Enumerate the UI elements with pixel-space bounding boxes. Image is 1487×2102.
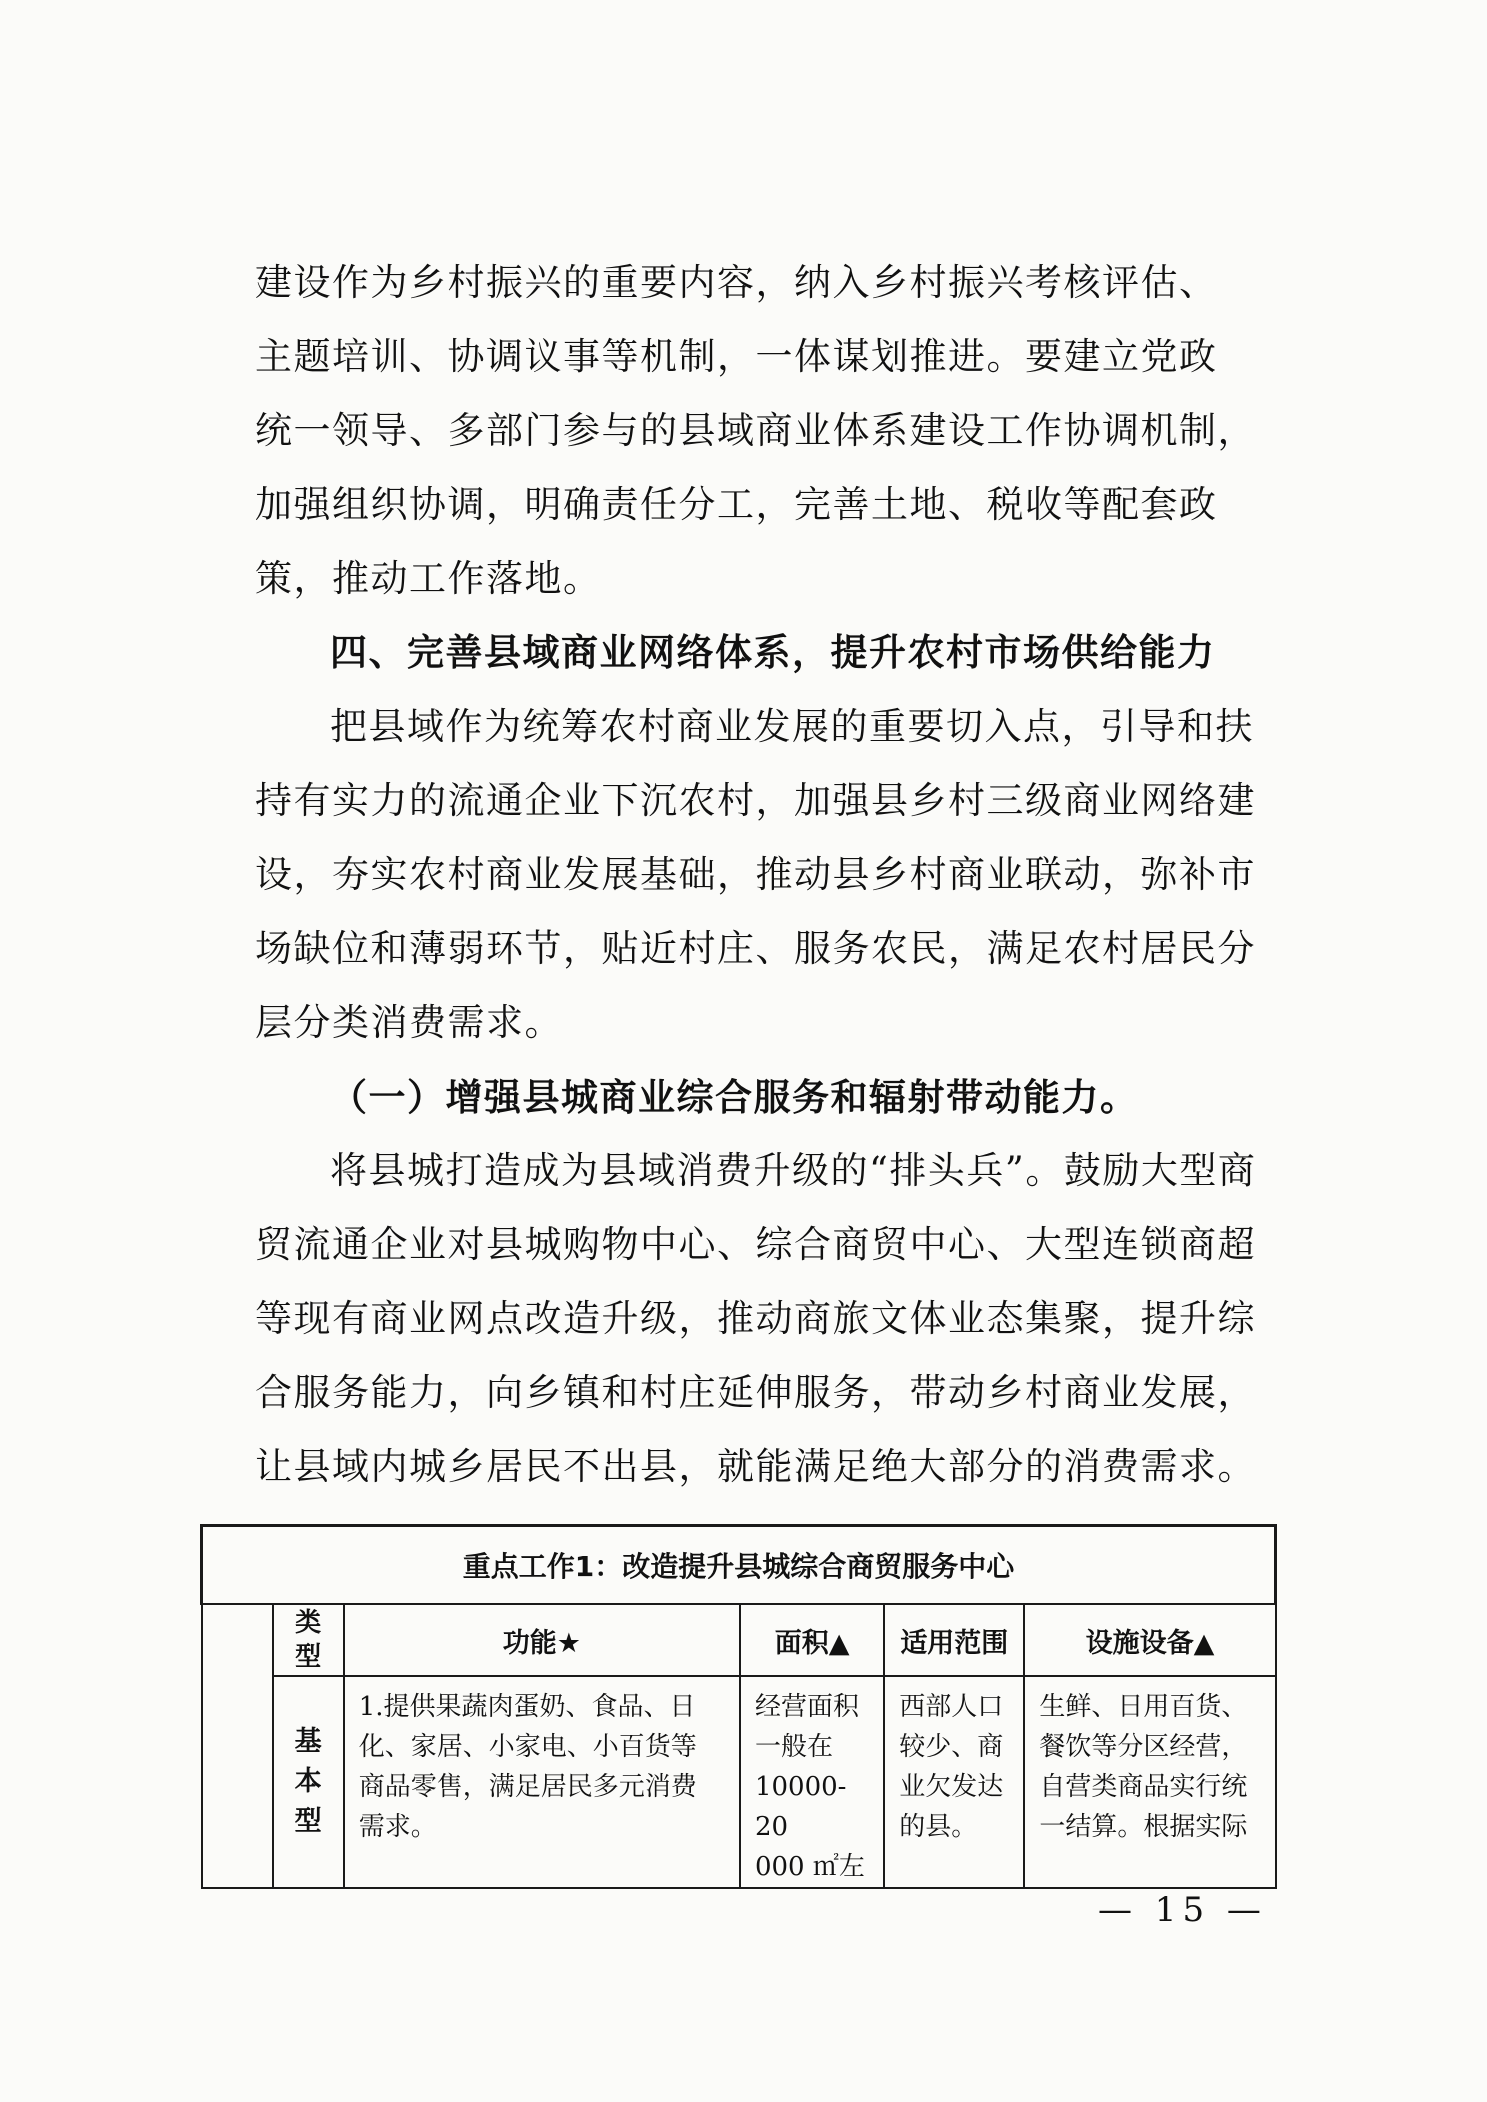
page-number: — 15 — — [1098, 1890, 1267, 1930]
area-line: 10000-20 — [754, 1772, 847, 1842]
header-function: 功能★ — [344, 1604, 740, 1676]
scope-line: 的县。 — [899, 1812, 978, 1842]
header-facilities: 设施设备▲ — [1024, 1604, 1275, 1676]
paragraph3-line-4: 合服务能力，向乡镇和村庄延伸服务，带动乡村商业发展， — [255, 1371, 1256, 1414]
paragraph3-line-1: 将县城打造成为县域消费升级的“排头兵”。鼓励大型商 — [330, 1149, 1257, 1192]
key-work-table — [200, 1524, 1277, 1889]
paragraph2-line-3: 设，夯实农村商业发展基础，推动县乡村商业联动，弥补市 — [255, 853, 1256, 896]
paragraph2-line-5: 层分类消费需求。 — [255, 1001, 563, 1044]
subsection-heading: （一）增强县城商业综合服务和辐射带动能力。 — [330, 1075, 1139, 1119]
paragraph1-line-1: 建设作为乡村振兴的重要内容，纳入乡村振兴考核评估、 — [255, 261, 1218, 304]
facilities-line: 生鲜、日用百货、 — [1039, 1692, 1248, 1722]
table-title: 重点工作1：改造提升县城综合商贸服务中心 — [202, 1526, 1276, 1605]
row-type — [273, 1676, 344, 1888]
header-type-line-1: 类 — [295, 1608, 322, 1638]
row-type-line-3: 型 — [294, 1806, 322, 1837]
paragraph2-line-2: 持有实力的流通企业下沉农村，加强县乡村三级商业网络建 — [255, 779, 1256, 822]
paragraph1-line-5: 策，推动工作落地。 — [255, 557, 602, 600]
area-line: 000 ㎡左 — [754, 1852, 865, 1882]
paragraph1-line-3: 统一领导、多部门参与的县域商业体系建设工作协调机制， — [255, 409, 1256, 452]
row-scope — [884, 1676, 1024, 1888]
header-area: 面积▲ — [740, 1604, 884, 1676]
paragraph2-line-4: 场缺位和薄弱环节，贴近村庄、服务农民，满足农村居民分 — [255, 927, 1256, 970]
paragraph3-line-2: 贸流通企业对县城购物中心、综合商贸中心、大型连锁商超 — [255, 1223, 1256, 1266]
scope-line: 较少、商 — [899, 1732, 1004, 1762]
row-type-line-1: 基 — [294, 1726, 322, 1757]
facilities-line: 一结算。根据实际 — [1039, 1812, 1248, 1842]
row-area — [740, 1676, 884, 1888]
paragraph3-line-3: 等现有商业网点改造升级，推动商旅文体业态集聚，提升综 — [255, 1297, 1256, 1340]
area-line: 经营面积 — [754, 1692, 859, 1722]
function-line: 商品零售，满足居民多元消费 — [358, 1772, 697, 1802]
facilities-line: 餐饮等分区经营， — [1039, 1732, 1248, 1762]
header-scope: 适用范围 — [884, 1604, 1024, 1676]
paragraph1-line-4: 加强组织协调，明确责任分工，完善土地、税收等配套政 — [255, 483, 1218, 526]
row-type-line-2: 本 — [294, 1766, 322, 1797]
paragraph2-line-1: 把县域作为统筹农村商业发展的重要切入点，引导和扶 — [330, 705, 1254, 748]
area-line: 一般在 — [754, 1732, 833, 1762]
paragraph3-line-5: 让县域内城乡居民不出县，就能满足绝大部分的消费需求。 — [255, 1445, 1256, 1488]
scope-line: 业欠发达 — [899, 1772, 1004, 1802]
function-line: 1.提供果蔬肉蛋奶、食品、日 — [358, 1692, 696, 1722]
row-facilities — [1024, 1676, 1275, 1888]
function-line: 化、家居、小家电、小百货等 — [358, 1732, 697, 1762]
paragraph1-line-2: 主题培训、协调议事等机制，一体谋划推进。要建立党政 — [255, 335, 1218, 378]
header-type — [273, 1604, 344, 1676]
facilities-line: 自营类商品实行统 — [1039, 1772, 1248, 1802]
function-line: 需求。 — [358, 1812, 437, 1842]
row-function — [344, 1676, 740, 1888]
header-type-line-2: 型 — [295, 1642, 322, 1672]
scope-line: 西部人口 — [899, 1692, 1004, 1722]
table-left-margin-cell — [202, 1604, 273, 1888]
section-heading: 四、完善县域商业网络体系，提升农村市场供给能力 — [330, 631, 1216, 674]
